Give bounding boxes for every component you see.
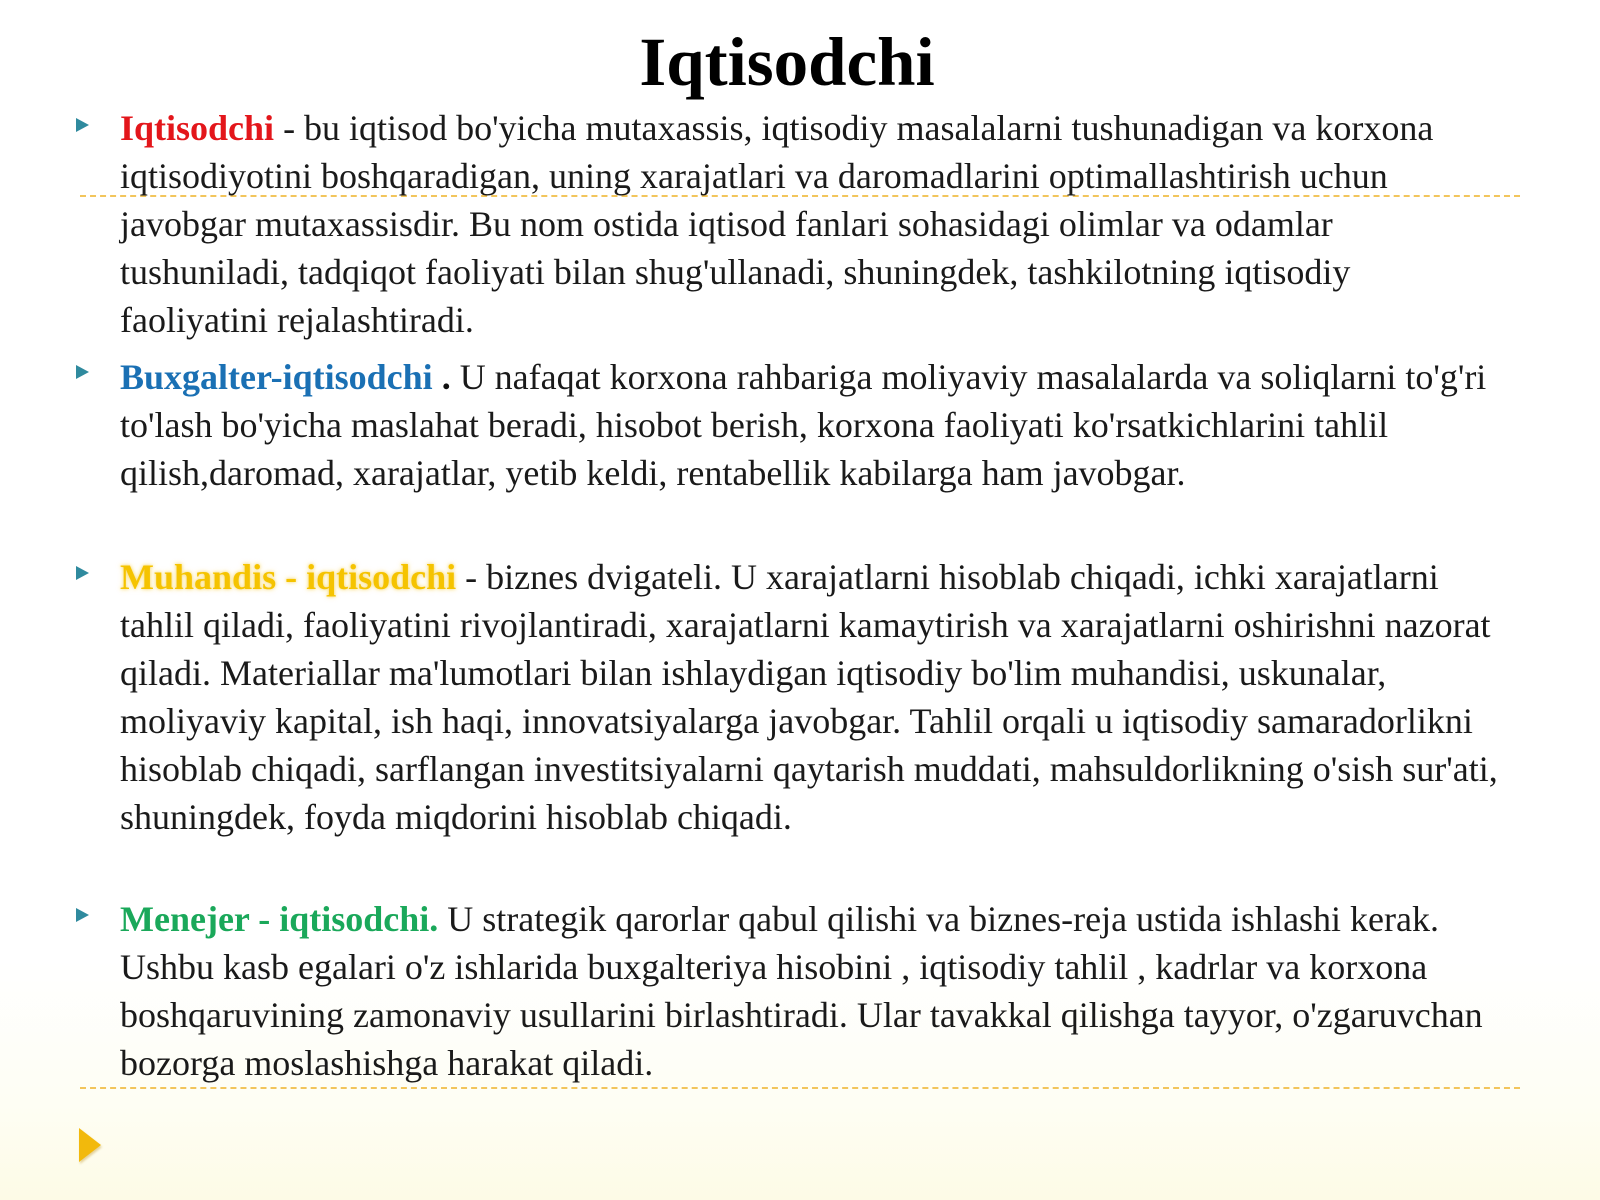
triangle-bullet-icon	[76, 118, 89, 132]
term-separator: .	[432, 357, 451, 397]
list-item	[120, 895, 1500, 1087]
term-muhandis-iqtisodchi: Muhandis - iqtisodchi	[120, 557, 457, 597]
play-arrow-icon	[79, 1128, 101, 1162]
definition-text: - biznes dvigateli. U xarajatlarni hisoblab chiqadi, ichki xarajatlarni tahlil qiladi, faoliyatini rivojlantiradi, xarajatlarni kamaytirish va xarajatlarni oshirishni nazorat qiladi. Materiallar ma'lumotlari bilan ishlaydigan iqtisodiy bo'lim muhandisi, uskunalar, moliyaviy kapital, ish haqi, innovatsiyalarga javobgar. Tahlil orqali u iqtisodiy samaradorlikni hisoblab chiqadi, sarflangan investitsiyalarni qaytarish muddati, mahsuldorlikning o'sish sur'ati, shuningdek, foyda miqdorini hisoblab chiqadi.	[120, 557, 1498, 837]
slide-title: Iqtisodchi	[639, 24, 935, 100]
list-item	[120, 353, 1500, 497]
term-menejer-iqtisodchi: Menejer - iqtisodchi.	[120, 899, 439, 939]
term-buxgalter-iqtisodchi: Buxgalter-iqtisodchi	[120, 357, 433, 397]
triangle-bullet-icon	[76, 566, 89, 580]
triangle-bullet-icon	[76, 365, 89, 379]
list-item	[120, 553, 1500, 841]
triangle-bullet-icon	[76, 908, 89, 922]
definition-text: - bu iqtisod bo'yicha mutaxassis, iqtisodiy masalalarni tushunadigan va korxona iqtisodiyotini boshqaradigan, uning xarajatlari va daromadlarini optimallashtirish uchun javobgar mutaxassisdir. Bu nom ostida iqtisod fanlari sohasidagi olimlar va odamlar tushuniladi, tadqiqot faoliyati bilan shug'ullanadi, shuningdek, tashkilotning iqtisodiy faoliyatini rejalashtiradi.	[120, 108, 1434, 340]
list-item	[120, 104, 1500, 344]
term-iqtisodchi: Iqtisodchi	[120, 108, 275, 148]
definition-text: U nafaqat korxona rahbariga moliyaviy masalalarda va soliqlarni to'g'ri to'lash bo'yicha maslahat beradi, hisobot berish, korxona faoliyati ko'rsatkichlarini tahlil qilish,daromad, xarajatlar, yetib keldi, rentabellik kabilarga ham javobgar.	[120, 357, 1487, 493]
definition-text: U strategik qarorlar qabul qilishi va biznes-reja ustida ishlashi kerak. Ushbu kasb egalari o'z ishlarida buxgalteriya hisobini , iqtisodiy tahlil , kadrlar va korxona boshqaruvining zamonaviy usullarini birlashtiradi. Ular tavakkal qilishga tayyor, o'zgaruvchan bozorga moslashishga harakat qiladi.	[120, 899, 1483, 1083]
